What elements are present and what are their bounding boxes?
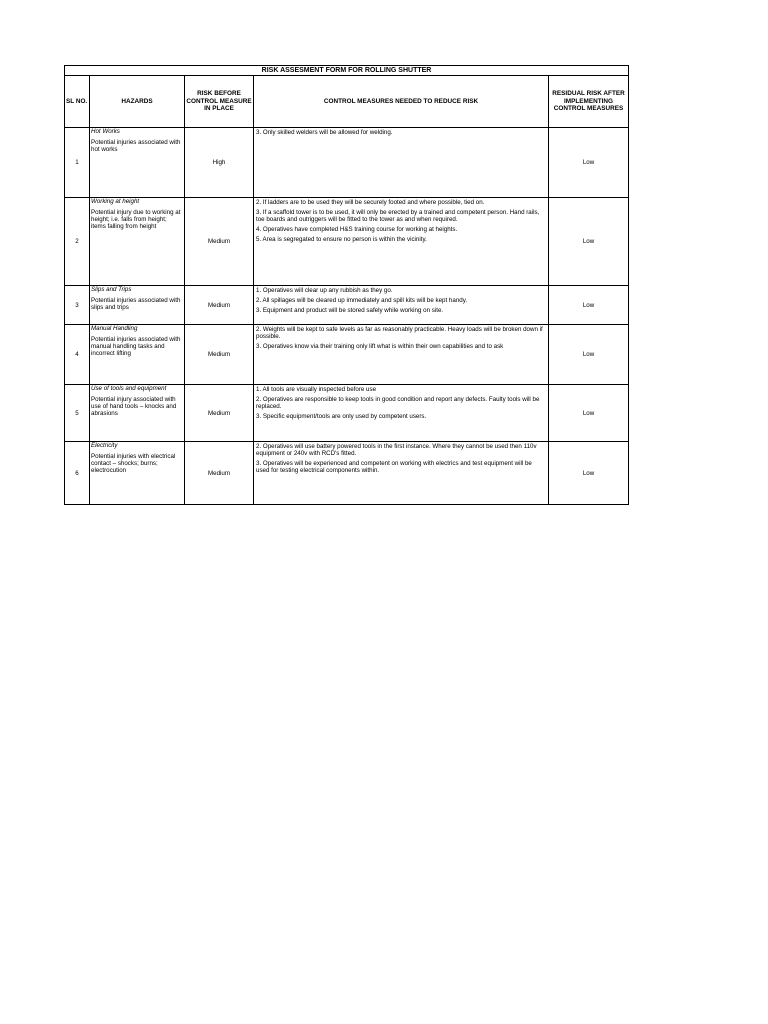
table-row — [65, 128, 629, 198]
hazard-description: Potential injuries associated with slips and trips — [91, 297, 181, 311]
risk-before-value: High — [185, 128, 254, 198]
risk-before-value: Medium — [185, 385, 254, 442]
hazard-title: Slips and Trips — [91, 286, 132, 293]
hazard-description: Potential injury due to working at height; i.e. falls from height; items falling from height — [91, 209, 181, 230]
row-number: 6 — [65, 442, 90, 505]
risk-before-value: Medium — [185, 198, 254, 286]
hazard-description: Potential injuries associated with hot works — [91, 139, 181, 153]
row-number: 5 — [65, 385, 90, 442]
control-measures-cell — [254, 442, 549, 505]
hazard-title: Hot Works — [91, 128, 120, 135]
control-measure: 2. If ladders are to be used they will be securely footed and where possible, tied on. — [256, 199, 485, 206]
hazard-title: Electricity — [91, 442, 118, 449]
control-measure: 1. Operatives will clear up any rubbish as they go. — [256, 287, 393, 294]
control-measure: 3. Operatives know via their training only lift what is within their own capabilities and to ask — [256, 343, 504, 350]
residual-risk-value: Low — [549, 286, 629, 325]
residual-risk-value: Low — [549, 325, 629, 385]
col-header-control: CONTROL MEASURES NEEDED TO REDUCE RISK — [254, 76, 549, 128]
table-row — [65, 198, 629, 286]
control-measures-cell — [254, 385, 549, 442]
control-measure: 2. Weights will be kept to safe levels as far as reasonably practicable. Heavy loads will be broken down if possible. — [256, 326, 545, 340]
control-measure: 3. If a scaffold tower is to be used, it will only be erected by a trained and competent person. Hand rails, toe boards and outriggers will be fitted to the tower as and when required. — [256, 209, 542, 223]
control-measure: 4. Operatives have completed H&S training course for working at heights. — [256, 226, 458, 233]
residual-risk-value: Low — [549, 198, 629, 286]
control-measures-cell — [254, 128, 549, 198]
col-header-hazards: HAZARDS — [90, 76, 185, 128]
risk-assessment-sheet — [64, 65, 628, 505]
hazard-description: Potential injuries with electrical contact – shocks; burns; electrocution — [91, 453, 176, 474]
hazard-cell — [90, 128, 185, 198]
hazard-title: Manual Handling — [91, 325, 138, 332]
col-header-residual: RESIDUAL RISK AFTER IMPLEMENTING CONTROL MEASURES — [549, 76, 629, 128]
control-measure: 2. Operatives will use battery powered tools in the first instance. Where they cannot be used then 110v equipment or 240v with RCD's fitted. — [256, 443, 539, 457]
risk-before-value: Medium — [185, 286, 254, 325]
hazard-description: Potential injuries associated with manual handling tasks and incorrect lifting — [91, 336, 181, 357]
control-measure: 3. Operatives will be experienced and competent on working with electrics and test equipment will be used for testing electrical components within. — [256, 460, 534, 474]
control-measure: 2. Operatives are responsible to keep tools in good condition and report any defects. Faulty tools will be replaced. — [256, 396, 542, 410]
risk-before-value: Medium — [185, 442, 254, 505]
table-row — [65, 385, 629, 442]
control-measure: 5. Area is segregated to ensure no person is within the vicinity. — [256, 236, 427, 243]
control-measure: 3. Equipment and product will be stored safely while working on site. — [256, 307, 444, 314]
residual-risk-value: Low — [549, 385, 629, 442]
table-row — [65, 442, 629, 505]
col-header-risk-before: RISK BEFORE CONTROL MEASURE IN PLACE — [185, 76, 254, 128]
hazard-cell — [90, 325, 185, 385]
hazard-description: Potential injury associated with use of hand tools – knocks and abrasions — [91, 396, 177, 417]
hazard-title: Working at height — [91, 198, 140, 205]
control-measure: 3. Only skilled welders will be allowed for welding. — [256, 129, 393, 136]
hazard-title: Use of tools and equipment — [91, 385, 167, 392]
row-number: 2 — [65, 198, 90, 286]
table-row — [65, 286, 629, 325]
control-measures-cell — [254, 325, 549, 385]
hazard-cell — [90, 385, 185, 442]
control-measure: 1. All tools are visually inspected before use — [256, 386, 377, 393]
row-number: 4 — [65, 325, 90, 385]
residual-risk-value: Low — [549, 442, 629, 505]
row-number: 3 — [65, 286, 90, 325]
risk-before-value: Medium — [185, 325, 254, 385]
table-row — [65, 325, 629, 385]
control-measures-cell — [254, 286, 549, 325]
control-measures-cell — [254, 198, 549, 286]
col-header-sl: SL NO. — [65, 76, 90, 128]
risk-table — [64, 65, 629, 505]
control-measure: 2. All spillages will be cleared up immediately and spill kits will be kept handy. — [256, 297, 468, 304]
hazard-cell — [90, 442, 185, 505]
hazard-cell — [90, 198, 185, 286]
control-measure: 3. Specific equipment/tools are only used by competent users. — [256, 413, 427, 420]
row-number: 1 — [65, 128, 90, 198]
form-title: RISK ASSESMENT FORM FOR ROLLING SHUTTER — [65, 66, 629, 76]
hazard-cell — [90, 286, 185, 325]
residual-risk-value: Low — [549, 128, 629, 198]
